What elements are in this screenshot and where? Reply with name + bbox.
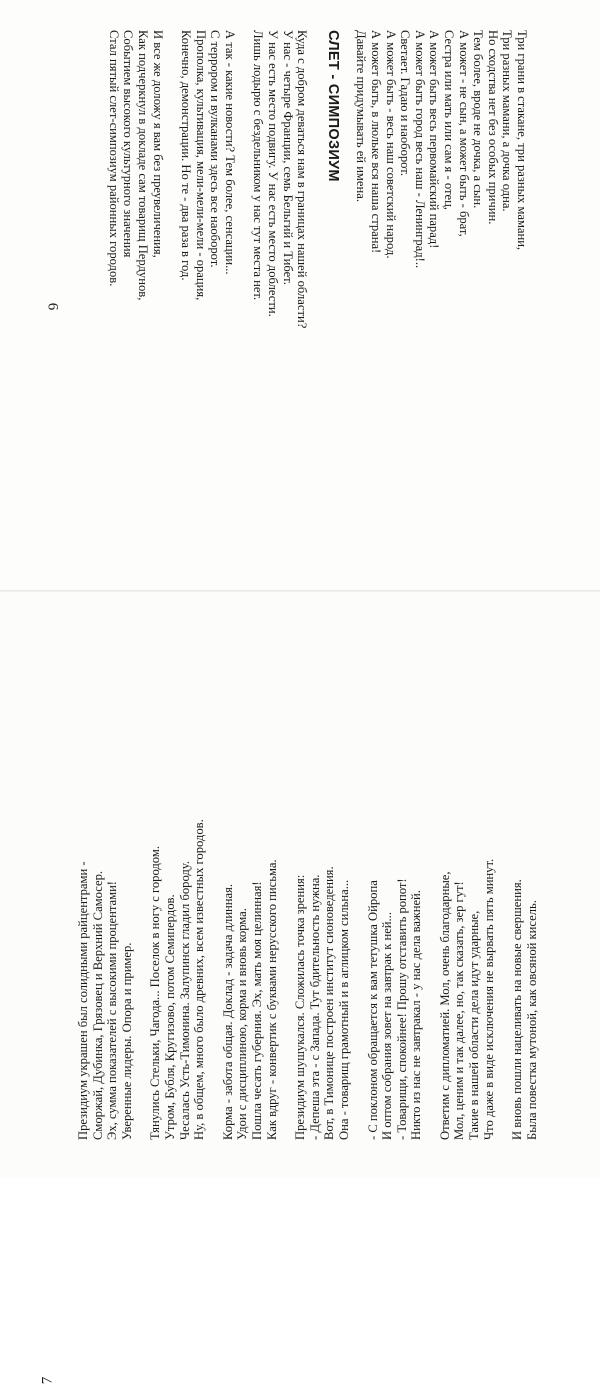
poem-line: Конечно, демонстрации. Но те - два раза в год. [179, 30, 194, 281]
poem-line: Но сходства нет без особых причин. [485, 30, 500, 225]
poem-title: СЛЕТ - СИМПОЗИУМ [324, 30, 341, 182]
poem-stanza [510, 620, 539, 1140]
poem-line: Тем более, вроде не дочка, а сын. [471, 30, 486, 209]
poem-line: - Товарищи, спокойнее! Прошу отставить ропот! [394, 878, 409, 1140]
poem-stanza [293, 620, 351, 1140]
poem-line: Эх, сумма показателей с высокими процентами! [105, 880, 120, 1140]
poem-line: И вновь пошли нацеливать на новые свершения. [510, 879, 525, 1140]
poem-line: Событием высокого культурного значения [121, 30, 136, 258]
poem-line: И все же доложу я вам без преувеличения, [150, 30, 165, 258]
poem-stanza [106, 30, 164, 550]
poem-line: Три разных мамани, а дочка одна. [500, 30, 515, 212]
poem-line: Как подчеркнул в докладе сам товарищ Пердунов, [135, 30, 150, 301]
poem-line: Пошла чесать губерния. Эх, мать моя целинная! [249, 881, 264, 1140]
poem-line: А может быть - весь наш советский народ. [383, 30, 398, 259]
poem-line: Мол, ценим и так далее, но, так сказать, зер гут! [452, 881, 467, 1140]
poem-line: А так - какие новости? Тем более, сенсации... [222, 30, 237, 275]
poem-line: Прополка, культивация, мели-мели-мели - орация, [193, 30, 208, 301]
poem-line: Чесалась Усть-Тимонина. Залупинск гладил бороду. [177, 861, 192, 1140]
poem-line: Как вдруг - конвертик с буквами нерусского письма. [264, 859, 279, 1140]
poem-line: Лишь лодырю с бездельником у нас тут места нет. [251, 30, 266, 301]
poem-line: А может - не сын, а может быть - брат, [456, 30, 471, 237]
poem-stanza [179, 30, 237, 550]
poem-line: У нас есть место подвигу. У нас есть место доблести. [266, 30, 281, 317]
page-6-text [92, 30, 529, 550]
poem-line: Утром, Бубля, Кругизово, потом Семипердов. [162, 894, 177, 1140]
page-number: 6 [44, 302, 61, 311]
page-7-text [76, 620, 553, 1140]
poem-line: А может быть город весь наш - Ленинград!.. [412, 30, 427, 269]
poem-line: Стал пятый слет-симпозиум районных городов. [106, 30, 121, 287]
poem-line: Никто из нас не завтракал - у нас дела важней. [409, 890, 424, 1140]
poem-line: Была повестка мутоной, как овсяной кисель. [524, 900, 539, 1140]
poem-line: Давайте придумывать ей имена. [354, 30, 369, 202]
poem-stanza [251, 30, 309, 550]
poem-line: - С поклоном обращается к вам тетушка Ойропа [365, 880, 380, 1140]
poem-stanza [76, 620, 134, 1140]
page-number: 7 [39, 1376, 56, 1384]
poem-stanza [366, 620, 424, 1140]
poem-line: - Депеша эта - с Запада. Тут бдительность нужна. [307, 874, 322, 1140]
poem-line: Ответим с дипломатией. Мол, очень благодарные, [437, 871, 452, 1140]
page-6 [0, 0, 600, 592]
poem-stanza [354, 30, 529, 550]
poem-line: Куда с добром деваться нам в границах нашей области? [295, 30, 310, 329]
poem-line: Сестра или мать или сам я - отец, [442, 30, 457, 210]
poem-line: Что даже в виде исключения не вырвать пять минут. [481, 858, 496, 1140]
poem-line: Удои с дисциплиною, корма и вновь корма. [235, 908, 250, 1140]
poem-line: Светает. Гадаю и наоборот. [398, 30, 413, 177]
poem-stanza [438, 620, 496, 1140]
poem-line: Президиум шушукался. Сложилась точка зрения: [293, 874, 308, 1140]
poem-line: И оптом собрания зовет на завтрак к ней... [380, 912, 395, 1140]
poem-line: Три грани в стакане, три разных мамани, [515, 30, 529, 251]
poem-line: Такие в нашей области дела идут ударные, [467, 910, 482, 1140]
poem-line: Корма - забота общая. Доклад - задача длинная. [220, 883, 235, 1140]
poem-line: С террором и вулканами здесь все наоборот. [208, 30, 223, 268]
poem-line: Вот, в Тимонице построен институт сионоведения. [322, 866, 337, 1140]
poem-line: Сморжай, Дубинка, Грязовец и Верхний Самосер. [90, 870, 105, 1140]
poem-line: Уверенные лидеры. Опора и пример. [119, 942, 134, 1140]
poem-line: Тянулись Стельки, Чагода... Поселок в ногу с городом. [148, 846, 163, 1140]
poem-line: Ну, в общем, много было древних, всем известных городов. [192, 819, 207, 1140]
poem-line: У нас - четыре Франции, семь Бельгий и Тибет. [280, 30, 295, 285]
poem-line: А может быть весь первомайский парад! [427, 30, 442, 249]
poem-stanza [221, 620, 279, 1140]
poem-line: Она - товарищ грамотный и в аглицком сильна... [336, 879, 351, 1140]
poem-line: Президиум украшен был солидными райцентрами - [76, 861, 90, 1140]
poem-stanza [148, 620, 206, 1140]
poem-line: А может быть, в люльке вся наша страна! [369, 30, 384, 254]
